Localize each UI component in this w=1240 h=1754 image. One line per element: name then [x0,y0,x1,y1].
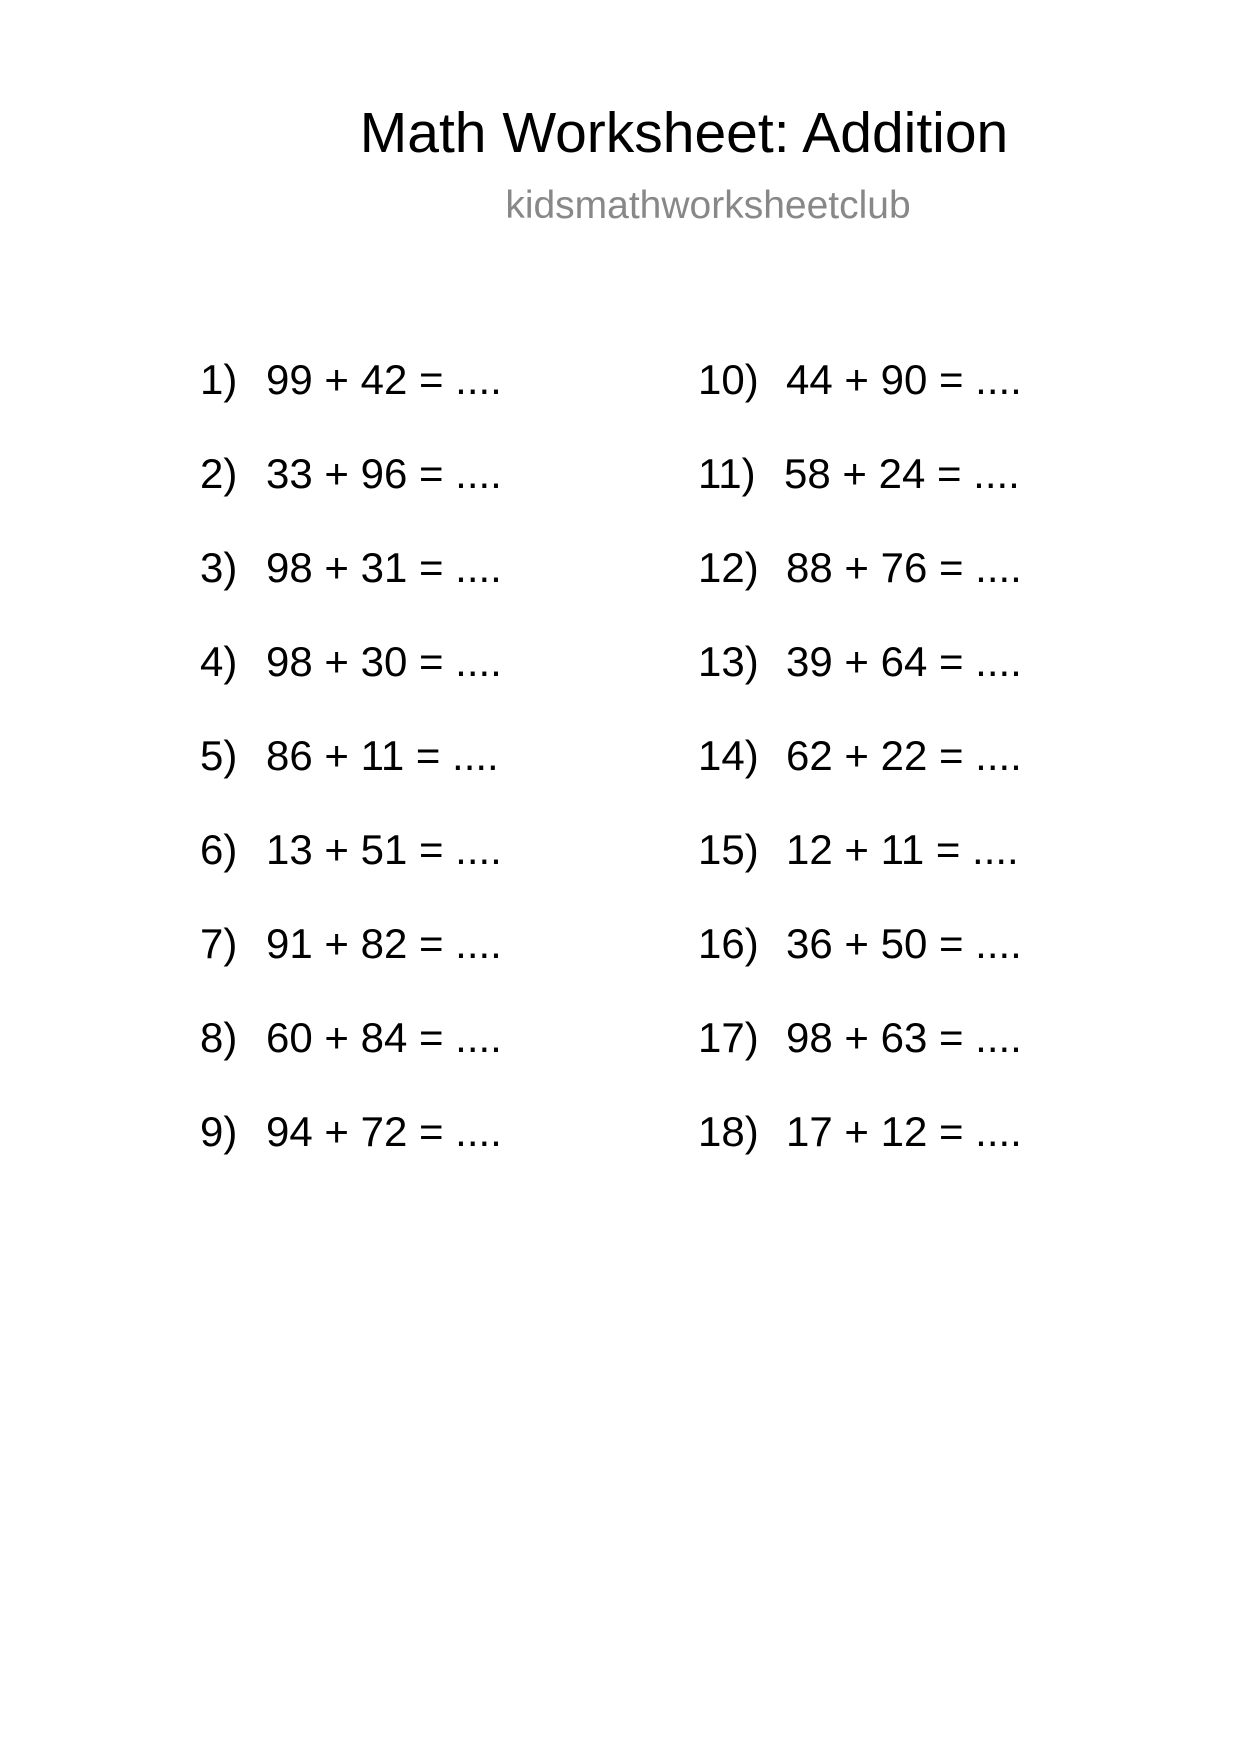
problem-expression: 12 + 11 = .... [786,826,1019,873]
problem-item [698,352,1022,408]
problem-number: 4) [200,638,238,685]
problem-expression: 60 + 84 = .... [266,1014,502,1061]
problem-item [698,634,1022,690]
problem-item [698,1010,1022,1066]
problem-number: 7) [200,920,238,967]
problem-expression: 98 + 63 = .... [786,1014,1022,1061]
problem-expression: 91 + 82 = .... [266,920,502,967]
worksheet-subtitle: kidsmathworksheetclub [505,184,911,227]
problem-item [200,1104,502,1160]
problem-expression: 17 + 12 = .... [786,1108,1022,1155]
problem-expression: 98 + 31 = .... [266,544,502,591]
problem-item [698,916,1022,972]
problem-expression: 44 + 90 = .... [786,356,1022,403]
problem-expression: 88 + 76 = .... [786,544,1022,591]
problem-number: 5) [200,732,238,779]
problem-expression: 36 + 50 = .... [786,920,1022,967]
problem-number: 17) [698,1014,759,1061]
problem-number: 15) [698,826,759,873]
problem-item [200,916,502,972]
problem-number: 16) [698,920,759,967]
problem-number: 14) [698,732,759,779]
problem-number: 3) [200,544,238,591]
problem-number: 2) [200,450,238,497]
worksheet-title: Math Worksheet: Addition [359,101,1009,165]
problem-number: 18) [698,1108,759,1155]
problem-number: 13) [698,638,759,685]
problem-expression: 98 + 30 = .... [266,638,502,685]
problem-expression: 13 + 51 = .... [266,826,502,873]
problem-number: 11) [698,450,756,497]
problem-expression: 86 + 11 = .... [266,732,499,779]
problem-item [200,446,502,502]
problem-expression: 39 + 64 = .... [786,638,1022,685]
problem-number: 9) [200,1108,238,1155]
problem-expression: 94 + 72 = .... [266,1108,502,1155]
problem-item [200,540,502,596]
problem-expression: 58 + 24 = .... [784,450,1020,497]
problem-item [200,728,499,784]
problem-item [698,822,1019,878]
problem-item [200,1010,502,1066]
problem-expression: 62 + 22 = .... [786,732,1022,779]
problem-number: 10) [698,356,759,403]
problem-item [698,1104,1022,1160]
problem-number: 6) [200,826,238,873]
problem-number: 8) [200,1014,238,1061]
problem-number: 1) [200,356,238,403]
problem-item [200,634,502,690]
problem-item [200,352,502,408]
problem-expression: 33 + 96 = .... [266,450,502,497]
problem-expression: 99 + 42 = .... [266,356,502,403]
problem-number: 12) [698,544,759,591]
problem-item [200,822,502,878]
problem-item [698,446,1020,502]
problem-item [698,728,1022,784]
problem-item [698,540,1022,596]
